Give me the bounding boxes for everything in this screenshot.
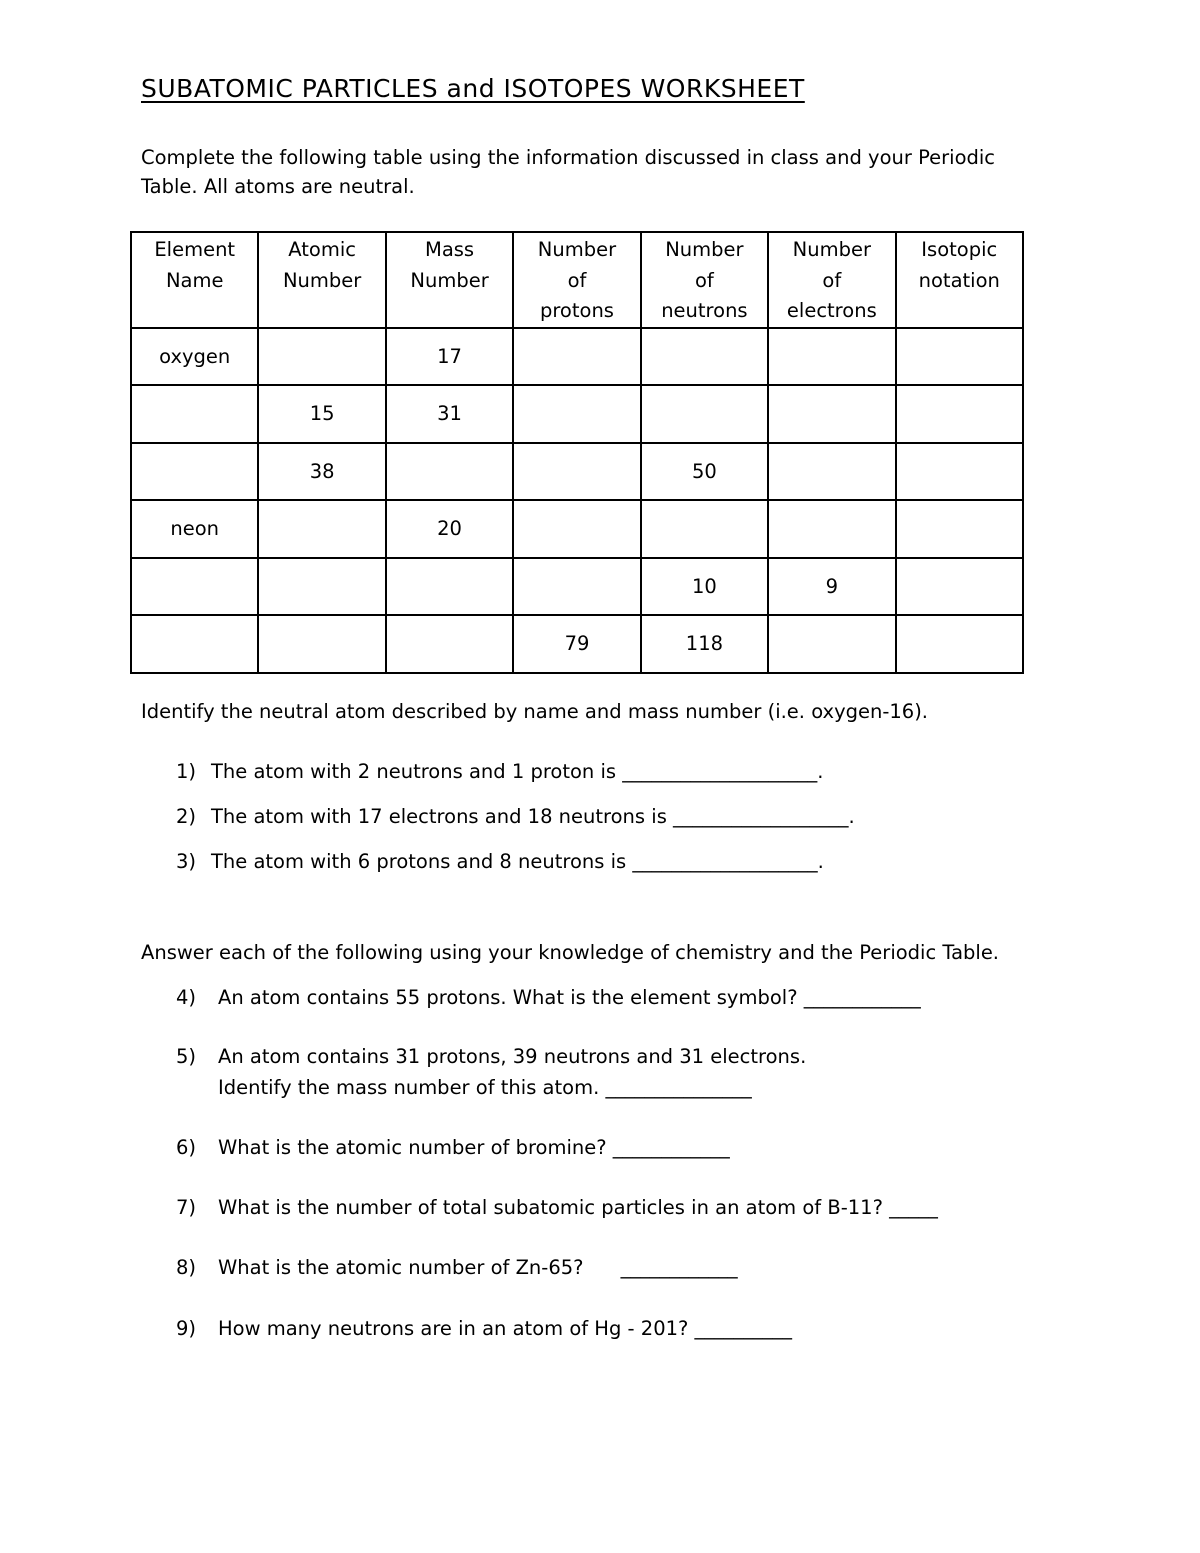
- table-row: [131, 328, 1023, 386]
- header-line: Number: [282, 268, 362, 292]
- question-number: 7): [176, 1196, 197, 1219]
- table-cell: 31: [386, 385, 513, 443]
- question-7: [176, 1192, 938, 1223]
- table-cell: neon: [131, 500, 258, 558]
- table-cell: [386, 558, 513, 616]
- header-number-of-electrons: [768, 232, 895, 328]
- table-cell: [258, 500, 385, 558]
- header-isotopic-notation: [896, 232, 1023, 328]
- section1-instruction: Identify the neutral atom described by name and mass number (i.e. oxygen-16).: [141, 700, 928, 723]
- table-cell: [768, 328, 895, 386]
- header-line: Number: [537, 238, 617, 261]
- question-number: 4): [176, 986, 197, 1009]
- table-cell: [896, 443, 1023, 501]
- table-cell: [896, 500, 1023, 558]
- table-cell: [896, 615, 1023, 673]
- question-number: 6): [176, 1136, 197, 1159]
- question-text: What is the atomic number of bromine? ____________: [218, 1136, 730, 1159]
- header-line: Isotopic: [921, 238, 998, 261]
- table-cell: 10: [641, 558, 768, 616]
- table-cell: [258, 558, 385, 616]
- section2-instruction: Answer each of the following using your knowledge of chemistry and the Periodic Table.: [141, 941, 1000, 964]
- table-cell: [513, 328, 640, 386]
- question-text: The atom with 2 neutrons and 1 proton is ____________________.: [211, 760, 824, 783]
- header-line: Number: [410, 268, 489, 292]
- table-cell: 9: [768, 558, 895, 616]
- table-cell: [896, 328, 1023, 386]
- header-line: Number: [792, 238, 871, 261]
- header-mass-number: [386, 232, 513, 328]
- header-line: Element: [154, 238, 236, 261]
- question-5: [176, 1041, 806, 1103]
- table-cell: 15: [258, 385, 385, 443]
- header-line: Atomic: [288, 238, 356, 261]
- table-cell: 79: [513, 615, 640, 673]
- table-cell: 50: [641, 443, 768, 501]
- header-line: notation: [918, 268, 1000, 292]
- header-line: Number: [665, 238, 744, 261]
- question-text: An atom contains 31 protons, 39 neutrons and 31 electrons.: [218, 1045, 807, 1068]
- header-element-name: [131, 232, 258, 328]
- table-row: [131, 558, 1023, 616]
- table-cell: [131, 615, 258, 673]
- question-4: [176, 982, 921, 1013]
- question-number: 9): [176, 1317, 197, 1340]
- table-instructions: Complete the following table using the information discussed in class and your Periodic Table. All atoms are neutral.: [141, 146, 996, 198]
- table-cell: 17: [386, 328, 513, 386]
- header-line: neutrons: [661, 299, 748, 322]
- header-line: Mass: [425, 238, 475, 261]
- table-cell: [386, 615, 513, 673]
- table-cell: [768, 443, 895, 501]
- table-cell: [896, 558, 1023, 616]
- question-number: 5): [176, 1045, 197, 1068]
- table-cell: 118: [641, 615, 768, 673]
- header-number-of-protons: [513, 232, 640, 328]
- question-2: [176, 805, 855, 828]
- table-cell: oxygen: [131, 328, 258, 386]
- header-atomic-number: [258, 232, 385, 328]
- header-line: protons: [539, 299, 614, 322]
- table-cell: [768, 615, 895, 673]
- question-number: 2): [176, 805, 197, 828]
- table-row: [131, 500, 1023, 558]
- header-line: electrons: [786, 299, 877, 322]
- question-8: [176, 1252, 738, 1283]
- header-line: of: [695, 268, 714, 292]
- table-cell: 38: [258, 443, 385, 501]
- worksheet-title: SUBATOMIC PARTICLES and ISOTOPES WORKSHEET: [141, 74, 805, 103]
- table-cell: [896, 385, 1023, 443]
- table-row: [131, 443, 1023, 501]
- table-cell: [513, 500, 640, 558]
- table-cell: [258, 615, 385, 673]
- table-cell: [386, 443, 513, 501]
- table-cell: [513, 443, 640, 501]
- question-text: How many neutrons are in an atom of Hg - 201? __________: [218, 1317, 793, 1340]
- question-text: What is the atomic number of Zn-65? ____________: [218, 1256, 738, 1279]
- question-number: 1): [176, 760, 197, 783]
- table-cell: [258, 328, 385, 386]
- table-cell: [768, 385, 895, 443]
- question-6: [176, 1132, 730, 1163]
- table-cell: [131, 443, 258, 501]
- table-row: [131, 385, 1023, 443]
- header-line: of: [567, 268, 587, 292]
- question-text-continued: Identify the mass number of this atom. _______________: [218, 1076, 752, 1099]
- header-number-of-neutrons: [641, 232, 768, 328]
- table-cell: [641, 328, 768, 386]
- table-cell: [131, 385, 258, 443]
- table-cell: [641, 385, 768, 443]
- question-3: [176, 850, 824, 873]
- header-line: Name: [165, 268, 224, 292]
- question-number: 3): [176, 850, 197, 873]
- question-1: [176, 760, 823, 783]
- question-text: An atom contains 55 protons. What is the element symbol? ____________: [218, 986, 921, 1009]
- question-text: The atom with 6 protons and 8 neutrons is ___________________.: [211, 850, 824, 873]
- table-row: [131, 615, 1023, 673]
- table-cell: [641, 500, 768, 558]
- question-text: The atom with 17 electrons and 18 neutrons is __________________.: [211, 805, 855, 828]
- table-cell: [131, 558, 258, 616]
- table-cell: [513, 558, 640, 616]
- particles-table: [130, 231, 1024, 674]
- question-text: What is the number of total subatomic particles in an atom of B-11? _____: [218, 1196, 938, 1219]
- question-9: [176, 1313, 792, 1344]
- header-line: of: [822, 268, 842, 292]
- table-cell: [768, 500, 895, 558]
- table-header-row: [131, 232, 1023, 328]
- table-cell: 20: [386, 500, 513, 558]
- table-cell: [513, 385, 640, 443]
- question-number: 8): [176, 1256, 197, 1279]
